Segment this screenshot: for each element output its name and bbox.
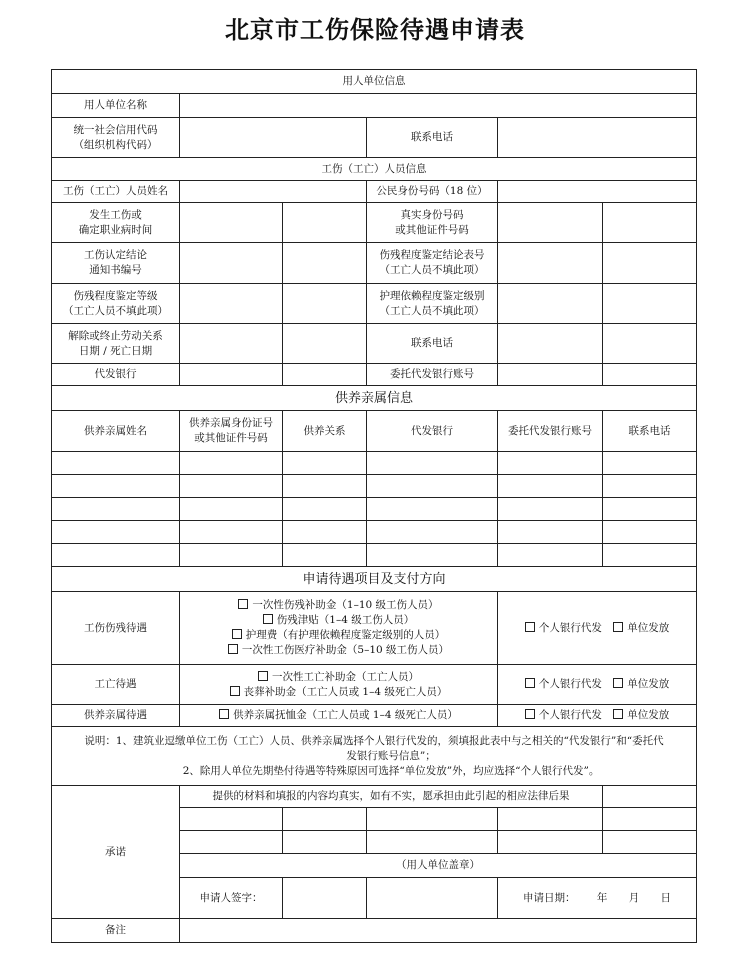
date-month: 月	[628, 891, 640, 904]
dependent-account-cell[interactable]	[498, 475, 603, 498]
disability-no-field-b[interactable]	[603, 243, 697, 284]
nursing-level-field-b[interactable]	[603, 284, 697, 324]
injured-bank-label: 代发银行	[52, 364, 180, 386]
injured-name-field[interactable]	[180, 181, 367, 203]
dependent-account-cell[interactable]	[498, 544, 603, 567]
dependent-relation-cell[interactable]	[283, 498, 367, 521]
note-line-2: 发银行账号信息”；	[346, 749, 436, 762]
employer-phone-label: 联系电话	[367, 118, 498, 158]
dependent-id-cell[interactable]	[180, 452, 283, 475]
checkbox-icon[interactable]	[613, 678, 623, 688]
dependents-section-header: 供养亲属信息	[52, 386, 697, 411]
termination-date-field-a[interactable]	[180, 324, 283, 364]
dependent-phone-header: 联系电话	[603, 411, 697, 452]
disability-level-field-a[interactable]	[180, 284, 283, 324]
injured-account-label: 委托代发银行账号	[367, 364, 498, 386]
option-label: 护理费（有护理依赖程度鉴定级别的人员）	[245, 629, 446, 641]
employer-seal: （用人单位盖章）	[180, 854, 697, 878]
dependent-id-header	[180, 411, 283, 452]
pay-unit-label: 单位发放	[627, 621, 670, 634]
form-title: 北京市工伤保险待遇申请表	[225, 16, 525, 44]
injured-section-header: 工伤（工亡）人员信息	[52, 158, 697, 181]
applicant-signature[interactable]: 申请人签字：	[180, 878, 283, 919]
checkbox-icon[interactable]	[228, 644, 238, 654]
signature-field-extra[interactable]	[367, 878, 498, 919]
instructions-note	[52, 727, 697, 786]
checkbox-option[interactable]	[183, 628, 494, 643]
checkbox-icon[interactable]	[219, 709, 229, 719]
pledge-grid-cell	[498, 831, 603, 854]
dependent-name-cell[interactable]	[52, 475, 180, 498]
dependent-bank-cell[interactable]	[367, 475, 498, 498]
dependent-name-cell[interactable]	[52, 521, 180, 544]
injury-time-label-line2: 确定职业病时间	[78, 223, 153, 236]
nursing-level-label-line1: 护理依赖程度鉴定级别	[379, 289, 485, 302]
injury-time-label-line1: 发生工伤或	[89, 208, 142, 221]
pledge-label: 承诺	[52, 786, 180, 919]
id-number-label: 公民身份号码（18 位）	[367, 181, 498, 203]
credit-code-field[interactable]	[180, 118, 367, 158]
dependent-relation-cell[interactable]	[283, 452, 367, 475]
remarks-field[interactable]	[180, 919, 697, 943]
pay-personal-label: 个人银行代发	[538, 709, 602, 721]
injury-time-label	[52, 203, 180, 243]
dependent-id-cell[interactable]	[180, 498, 283, 521]
dependent-name-header: 供养亲属姓名	[52, 411, 180, 452]
option-label: 伤残津贴（1–4 级工伤人员）	[276, 614, 415, 626]
id-number-field[interactable]	[498, 181, 697, 203]
table-row	[52, 544, 697, 567]
real-id-field-a[interactable]	[498, 203, 603, 243]
cert-no-label-line1: 工伤认定结论	[84, 249, 147, 261]
pledge-grid-cell	[367, 808, 498, 831]
option-label: 供养亲属抚恤金（工亡人员或 1–4 级死亡人员）	[233, 709, 458, 721]
cert-no-label-line2: 通知书编号	[89, 264, 142, 276]
note-line-3: 2、除用人单位先期垫付待遇等特殊原因可选择“单位发放”外，均应选择“个人银行代发”。	[182, 764, 600, 777]
credit-code-label	[52, 118, 180, 158]
pledge-grid-cell	[180, 808, 283, 831]
pay-unit-label: 单位发放	[627, 709, 670, 721]
credit-code-label-line2: （组织机构代码）	[73, 138, 158, 151]
dependent-account-header: 委托代发银行账号	[498, 411, 603, 452]
checkbox-icon[interactable]	[525, 678, 535, 688]
injured-phone-field-b[interactable]	[603, 324, 697, 364]
date-label: 申请日期：	[523, 891, 576, 904]
pledge-grid-cell	[180, 831, 283, 854]
pledge-grid-cell	[367, 831, 498, 854]
dependent-id-cell[interactable]	[180, 544, 283, 567]
dependent-id-cell[interactable]	[180, 521, 283, 544]
pay-personal-option[interactable]	[525, 678, 602, 690]
application-form-table	[51, 69, 697, 943]
disability-level-label-line2: （工亡人员不填此项）	[63, 304, 168, 317]
termination-date-label	[52, 324, 180, 364]
employer-section-header: 用人单位信息	[52, 70, 697, 94]
pledge-grid-cell	[283, 808, 367, 831]
pay-unit-label: 单位发放	[627, 678, 670, 690]
table-row	[52, 498, 697, 521]
nursing-level-label-line2: （工亡人员不填此项）	[379, 304, 485, 317]
nursing-level-field-a[interactable]	[498, 284, 603, 324]
dependent-relation-cell[interactable]	[283, 544, 367, 567]
pledge-statement: 提供的材料和填报的内容均真实，如有不实，愿承担由此引起的相应法律后果	[180, 786, 603, 808]
dependent-phone-cell[interactable]	[603, 498, 697, 521]
application-date[interactable]	[498, 878, 697, 919]
note-line-1: 说明：1、建筑业逗缴单位工伤（工亡）人员、供养亲属选择个人银行代发的，须填报此表中与之相关的“代发银行”和“委托代	[84, 734, 664, 747]
dependent-bank-header: 代发银行	[367, 411, 498, 452]
pledge-cell-top-right	[603, 786, 697, 808]
pay-unit-option[interactable]	[613, 709, 669, 721]
dependent-name-cell[interactable]	[52, 452, 180, 475]
checkbox-option[interactable]	[183, 613, 494, 628]
date-day: 日	[660, 891, 672, 904]
dependent-account-cell[interactable]	[498, 452, 603, 475]
checkbox-option[interactable]	[183, 670, 494, 685]
injured-account-field-b[interactable]	[603, 364, 697, 386]
table-row	[52, 521, 697, 544]
checkbox-icon[interactable]	[230, 686, 240, 696]
termination-date-label-line2: 日期 / 死亡日期	[78, 344, 153, 357]
pay-personal-label: 个人银行代发	[538, 678, 602, 690]
cert-no-field-a[interactable]	[180, 243, 283, 284]
pay-unit-option[interactable]	[613, 622, 669, 634]
checkbox-icon[interactable]	[232, 629, 242, 639]
injured-bank-field-b[interactable]	[283, 364, 367, 386]
dependent-id-cell[interactable]	[180, 475, 283, 498]
dependent-account-cell[interactable]	[498, 521, 603, 544]
real-id-field-b[interactable]	[603, 203, 697, 243]
employer-phone-field[interactable]	[498, 118, 697, 158]
pay-personal-option[interactable]	[525, 709, 602, 721]
checkbox-option[interactable]	[183, 685, 494, 700]
dependent-phone-cell[interactable]	[603, 521, 697, 544]
real-id-label-line1: 真实身份号码	[400, 208, 464, 221]
pay-personal-label: 个人银行代发	[538, 621, 602, 634]
termination-date-label-line1: 解除或终止劳动关系	[68, 329, 163, 342]
pledge-grid-cell	[603, 831, 697, 854]
injured-name-label: 工伤（工亡）人员姓名	[52, 181, 180, 203]
dependent-account-cell[interactable]	[498, 498, 603, 521]
pledge-grid-cell	[603, 808, 697, 831]
dependent-relation-cell[interactable]	[283, 475, 367, 498]
dependent-name-cell[interactable]	[52, 498, 180, 521]
dependent-relation-cell[interactable]	[283, 521, 367, 544]
injury-time-field-b[interactable]	[283, 203, 367, 243]
option-label: 丧葬补助金（工亡人员或 1–4 级死亡人员）	[243, 685, 448, 698]
employer-name-label: 用人单位名称	[52, 94, 180, 118]
disability-level-label	[52, 284, 180, 324]
disability-no-label-line2: （工亡人员不填此项）	[379, 264, 485, 276]
injured-bank-field-a[interactable]	[180, 364, 283, 386]
real-id-label-line2: 或其他证件号码	[395, 223, 469, 236]
nursing-level-label	[367, 284, 498, 324]
checkbox-icon[interactable]	[525, 709, 535, 719]
death-benefit-options	[180, 665, 498, 705]
dependent-id-header-line1: 供养亲属身份证号	[189, 417, 273, 429]
option-label: 一次性工伤医疗补助金（5–10 级工伤人员）	[241, 644, 450, 656]
checkbox-icon[interactable]	[525, 622, 535, 632]
disability-level-field-b[interactable]	[283, 284, 367, 324]
disability-benefit-label: 工伤伤残待遇	[52, 592, 180, 665]
checkbox-icon[interactable]	[613, 709, 623, 719]
disability-payment-options	[498, 592, 697, 665]
injured-phone-field-a[interactable]	[498, 324, 603, 364]
pay-unit-option[interactable]	[613, 678, 669, 690]
checkbox-icon[interactable]	[238, 599, 248, 609]
credit-code-label-line1: 统一社会信用代码	[73, 123, 158, 136]
dependent-name-cell[interactable]	[52, 544, 180, 567]
real-id-label	[367, 203, 498, 243]
pledge-grid-cell	[283, 831, 367, 854]
cert-no-label	[52, 243, 180, 284]
dependent-benefit-options	[180, 705, 498, 727]
injured-account-field-a[interactable]	[498, 364, 603, 386]
date-year: 年	[596, 891, 608, 904]
dependent-bank-cell[interactable]	[367, 544, 498, 567]
disability-no-label-line1: 伤残程度鉴定结论表号	[379, 249, 485, 261]
disability-level-label-line1: 伤残程度鉴定等级	[73, 289, 158, 302]
dependent-id-header-line2: 或其他证件号码	[194, 432, 268, 444]
disability-no-label	[367, 243, 498, 284]
dependent-phone-cell[interactable]	[603, 452, 697, 475]
disability-no-field-a[interactable]	[498, 243, 603, 284]
dependent-payment-options	[498, 705, 697, 727]
checkbox-icon[interactable]	[613, 622, 623, 632]
cert-no-field-b[interactable]	[283, 243, 367, 284]
injured-phone-label: 联系电话	[367, 324, 498, 364]
checkbox-option[interactable]	[183, 598, 494, 613]
pledge-grid-cell	[498, 808, 603, 831]
benefits-section-header: 申请待遇项目及支付方向	[52, 567, 697, 592]
table-row	[52, 452, 697, 475]
checkbox-icon[interactable]	[258, 671, 268, 681]
table-row	[52, 475, 697, 498]
termination-date-field-b[interactable]	[283, 324, 367, 364]
checkbox-option[interactable]	[183, 643, 494, 658]
pay-personal-option[interactable]	[525, 622, 602, 634]
option-label: 一次性伤残补助金（1–10 级工伤人员）	[252, 599, 439, 611]
dependent-bank-cell[interactable]	[367, 452, 498, 475]
dependent-bank-cell[interactable]	[367, 521, 498, 544]
dependent-phone-cell[interactable]	[603, 475, 697, 498]
signature-field[interactable]	[283, 878, 367, 919]
checkbox-option[interactable]	[183, 708, 494, 723]
dependent-relation-header: 供养关系	[283, 411, 367, 452]
disability-benefit-options	[180, 592, 498, 665]
death-benefit-label: 工亡待遇	[52, 665, 180, 705]
remarks-label: 备注	[52, 919, 180, 943]
death-payment-options	[498, 665, 697, 705]
checkbox-icon[interactable]	[263, 614, 273, 624]
injury-time-field-a[interactable]	[180, 203, 283, 243]
dependent-phone-cell[interactable]	[603, 544, 697, 567]
employer-name-field[interactable]	[180, 94, 697, 118]
dependent-benefit-label: 供养亲属待遇	[52, 705, 180, 727]
dependent-bank-cell[interactable]	[367, 498, 498, 521]
option-label: 一次性工亡补助金（工亡人员）	[272, 670, 419, 683]
